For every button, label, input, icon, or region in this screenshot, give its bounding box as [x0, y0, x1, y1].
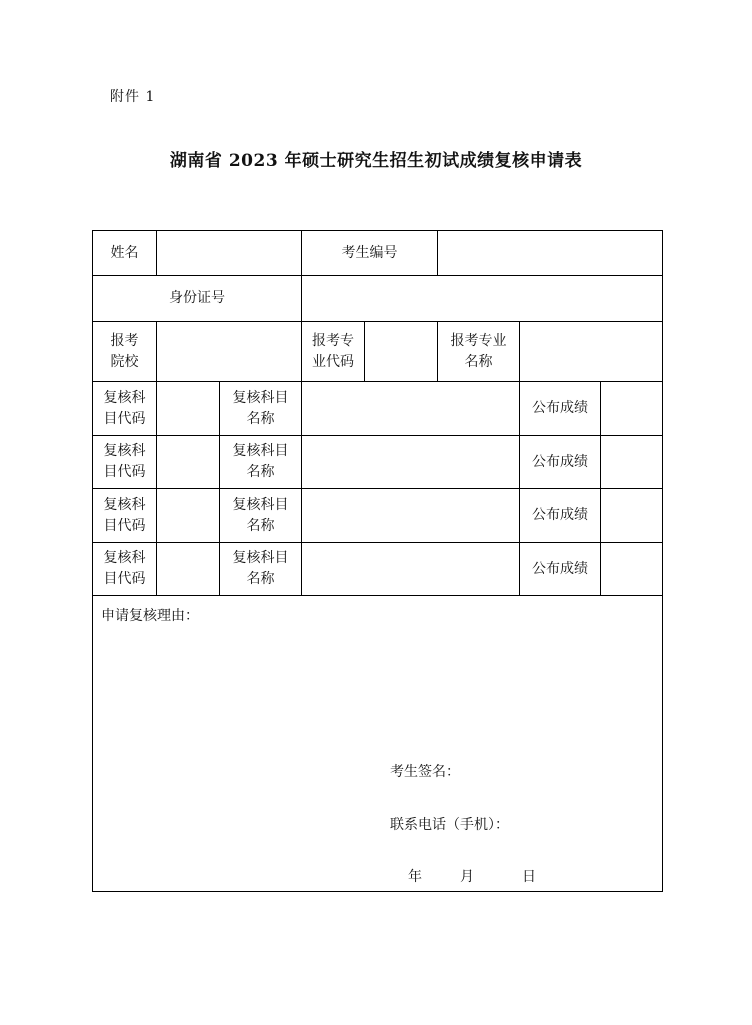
name-field[interactable]	[157, 231, 301, 275]
subject-code-field[interactable]	[157, 489, 219, 542]
published-score-label: 公布成绩	[532, 400, 588, 416]
subject-name-label: 复核科目 名称	[232, 443, 289, 480]
page-title: 湖南省 2023 年硕士研究生招生初试成绩复核申请表	[169, 151, 583, 171]
major-code-field[interactable]	[365, 322, 437, 381]
major-name-field[interactable]	[520, 322, 662, 381]
subject-code-field[interactable]	[157, 543, 219, 595]
reason-field[interactable]	[93, 596, 662, 756]
subject-code-label: 复核科 目代码	[103, 389, 146, 427]
date-day-label: 日	[522, 869, 536, 885]
subject-name-field[interactable]	[302, 382, 519, 435]
published-score-label: 公布成绩	[532, 560, 588, 577]
subject-name-label: 复核科目 名称	[232, 550, 289, 587]
subject-code-label: 复核科 目代码	[103, 496, 146, 534]
published-score-field[interactable]	[601, 382, 662, 435]
name-label: 姓名	[110, 244, 139, 261]
major-name-label: 报考专业 名称	[450, 332, 507, 370]
exam-number-label: 考生编号	[341, 244, 398, 261]
subject-code-label: 复核科 目代码	[103, 550, 146, 587]
subject-name-field[interactable]	[302, 489, 519, 542]
reason-label: 申请复核理由：	[101, 608, 199, 624]
school-label: 报考 院校	[110, 332, 139, 370]
subject-code-label: 复核科 目代码	[103, 443, 146, 480]
subject-name-field[interactable]	[302, 436, 519, 488]
application-form	[92, 230, 663, 892]
subject-name-label: 复核科目 名称	[232, 389, 289, 427]
school-field[interactable]	[157, 322, 301, 381]
id-number-label: 身份证号	[169, 290, 225, 306]
exam-number-field[interactable]	[438, 231, 662, 275]
published-score-field[interactable]	[601, 436, 662, 488]
id-number-field[interactable]	[302, 276, 662, 321]
phone-label: 联系电话（手机）：	[390, 817, 509, 833]
published-score-label: 公布成绩	[532, 507, 588, 523]
signature-label: 考生签名：	[390, 764, 460, 780]
published-score-field[interactable]	[601, 489, 662, 542]
subject-code-field[interactable]	[157, 382, 219, 435]
published-score-label: 公布成绩	[532, 453, 588, 470]
attachment-label: 附件 1	[110, 89, 156, 105]
major-code-label: 报考专 业代码	[312, 332, 354, 370]
subject-name-label: 复核科目 名称	[232, 496, 289, 534]
subject-code-field[interactable]	[157, 436, 219, 488]
date-month-label: 月	[460, 869, 474, 885]
published-score-field[interactable]	[601, 543, 662, 595]
date-year-label: 年	[408, 869, 422, 885]
subject-name-field[interactable]	[302, 543, 519, 595]
